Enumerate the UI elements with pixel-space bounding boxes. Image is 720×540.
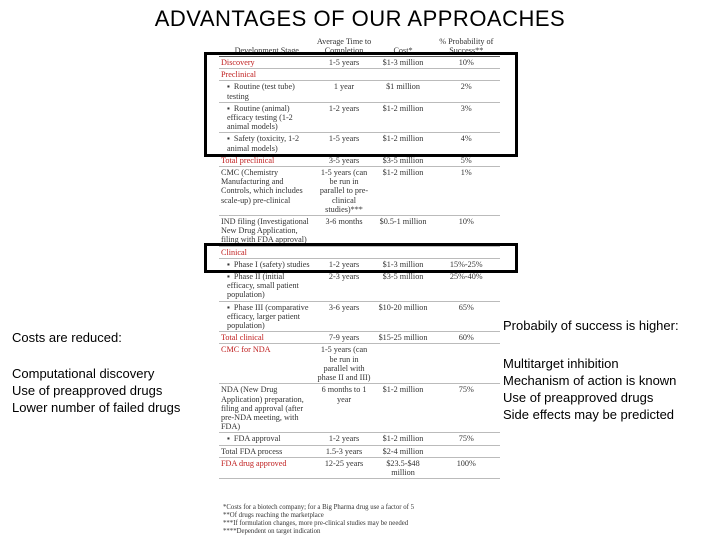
costs-item: Computational discovery — [12, 366, 155, 381]
phase1-highlight-box — [204, 243, 518, 273]
cost-cell: $1-2 million — [374, 102, 433, 133]
stage-cell: Total preclinical — [219, 154, 315, 166]
table-row — [219, 216, 500, 247]
prob-cell: 100% — [433, 457, 500, 478]
cost-cell — [374, 344, 433, 384]
table-row — [219, 433, 500, 445]
footnote: *Costs for a biotech company; for a Big Pharma drug use a factor of 5 — [223, 504, 415, 511]
success-item: Multitarget inhibition — [503, 356, 619, 371]
stage-cell: Total clinical — [219, 332, 315, 344]
time-cell: 2-3 years — [315, 271, 374, 302]
cost-cell: $10-20 million — [374, 301, 433, 332]
time-cell: 3-5 years — [315, 154, 374, 166]
table-row — [219, 344, 500, 384]
cost-cell: $1-2 million — [374, 384, 433, 433]
stage-cell: ▪ FDA approval — [219, 433, 315, 445]
prob-cell: 4% — [433, 133, 500, 154]
stage-cell: Total FDA process — [219, 445, 315, 457]
preclinical-highlight-box — [204, 52, 518, 157]
cost-cell: $1 million — [374, 81, 433, 102]
stage-cell: CMC for NDA — [219, 344, 315, 384]
prob-cell: 5% — [433, 154, 500, 166]
time-cell: 1-5 years (can be run in parallel to pre-clinical studies)*** — [315, 167, 374, 216]
prob-cell: 75% — [433, 433, 500, 445]
stage-cell: ▪ Phase III (comparative efficacy, larger patient population) — [219, 301, 315, 332]
footnote: ****Dependent on target indication — [223, 528, 321, 535]
stage-cell: Preclinical — [219, 69, 315, 81]
time-cell: 1.5-3 years — [315, 445, 374, 457]
column-header: Average Time to Completion — [315, 36, 374, 57]
stage-cell: Clinical — [219, 246, 315, 258]
time-cell: 1-5 years — [315, 133, 374, 154]
costs-panel — [12, 330, 212, 416]
column-header: Development Stage — [219, 36, 315, 57]
time-cell: 3-6 years — [315, 301, 374, 332]
cost-cell: $1-2 million — [374, 433, 433, 445]
time-cell: 7-9 years — [315, 332, 374, 344]
costs-item: Lower number of failed drugs — [12, 400, 181, 415]
cost-cell: $1-3 million — [374, 57, 433, 69]
prob-cell: 10% — [433, 216, 500, 247]
stage-cell: ▪ Routine (test tube) testing — [219, 81, 315, 102]
costs-heading: Costs are reduced: — [12, 330, 122, 345]
table-row — [219, 332, 500, 344]
prob-cell: 65% — [433, 301, 500, 332]
success-panel — [503, 318, 713, 423]
success-item: Mechanism of action is known — [503, 373, 677, 388]
time-cell: 3-6 months — [315, 216, 374, 247]
column-header: % Probability of Success** — [433, 36, 500, 57]
success-item: Use of preapproved drugs — [503, 390, 654, 405]
table-row — [219, 457, 500, 478]
prob-cell — [433, 445, 500, 457]
stage-cell: NDA (New Drug Application) preparation, filing and approval (after pre-NDA meeting, with FDA) — [219, 384, 315, 433]
stage-cell: Discovery — [219, 57, 315, 69]
column-header: Cost* — [374, 36, 433, 57]
time-cell: 1-2 years — [315, 258, 374, 270]
cost-cell: $1-2 million — [374, 167, 433, 216]
prob-cell: 60% — [433, 332, 500, 344]
prob-cell: 75% — [433, 384, 500, 433]
time-cell: 1-2 years — [315, 433, 374, 445]
cost-cell: $3-5 million — [374, 154, 433, 166]
prob-cell: 2% — [433, 81, 500, 102]
prob-cell: 1% — [433, 167, 500, 216]
success-item: Side effects may be predicted — [503, 407, 675, 422]
prob-cell: 15%-25% — [433, 258, 500, 270]
cost-cell: $2-4 million — [374, 445, 433, 457]
costs-item: Use of preapproved drugs — [12, 383, 163, 398]
cost-cell: $15-25 million — [374, 332, 433, 344]
cost-cell: $0.5-1 million — [374, 216, 433, 247]
time-cell: 1-2 years — [315, 102, 374, 133]
cost-cell: $3-5 million — [374, 271, 433, 302]
table-row — [219, 167, 500, 216]
stage-cell: ▪ Routine (animal) efficacy testing (1-2 animal models) — [219, 102, 315, 133]
stage-cell: IND filing (Investigational New Drug Application, filing with FDA approval) — [219, 216, 315, 247]
success-heading: Probabily of success is higher: — [503, 318, 679, 333]
time-cell: 1-5 years — [315, 57, 374, 69]
time-cell: 12-25 years — [315, 457, 374, 478]
time-cell: 1-5 years (can be run in parallel with phase II and III) — [315, 344, 374, 384]
prob-cell — [433, 344, 500, 384]
footnote: ***If formulation changes, more pre-clinical studies may be needed — [223, 520, 409, 527]
slide-title: ADVANTAGES OF OUR APPROACHES — [154, 6, 566, 31]
stage-cell: CMC (Chemistry Manufacturing and Controls, which includes scale-up) pre-clinical — [219, 167, 315, 216]
table-row — [219, 301, 500, 332]
prob-cell: 25%-40% — [433, 271, 500, 302]
stage-cell: FDA drug approved — [219, 457, 315, 478]
table-row — [219, 271, 500, 302]
footnote: **Of drugs reaching the marketplace — [223, 512, 324, 519]
cost-cell: $23.5-$48 million — [374, 457, 433, 478]
table-footnotes — [223, 504, 498, 536]
table-row — [219, 445, 500, 457]
time-cell: 1 year — [315, 81, 374, 102]
prob-cell: 3% — [433, 102, 500, 133]
cost-cell: $1-3 million — [374, 258, 433, 270]
time-cell: 6 months to 1 year — [315, 384, 374, 433]
table-row — [219, 384, 500, 433]
prob-cell: 10% — [433, 57, 500, 69]
stage-cell: ▪ Safety (toxicity, 1-2 animal models) — [219, 133, 315, 154]
stage-cell: ▪ Phase II (initial efficacy, small patient population) — [219, 271, 315, 302]
cost-cell: $1-2 million — [374, 133, 433, 154]
stage-cell: ▪ Phase I (safety) studies — [219, 258, 315, 270]
